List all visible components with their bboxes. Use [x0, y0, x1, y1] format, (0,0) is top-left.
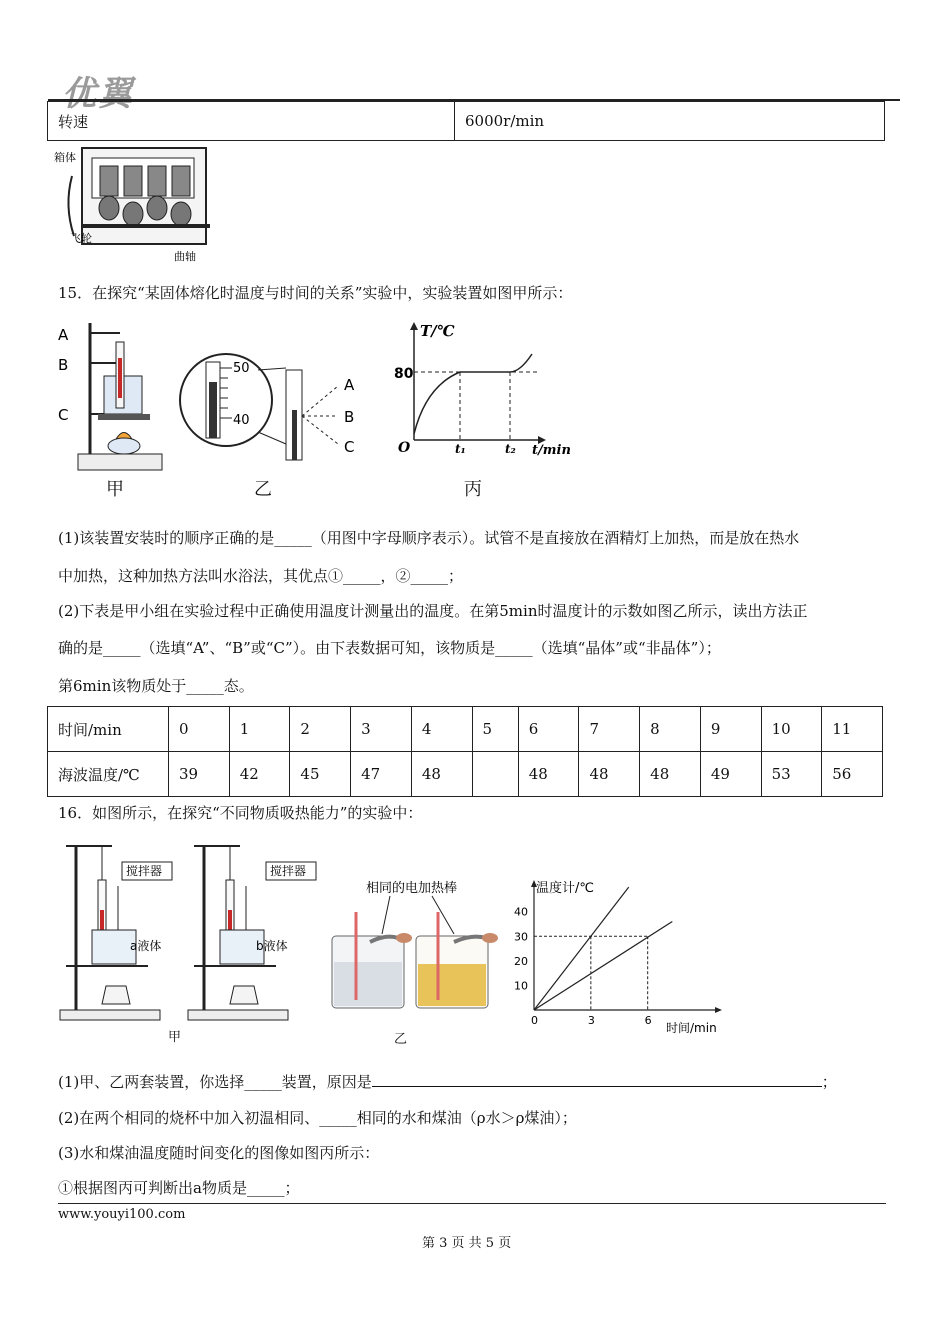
x-tick-label: 0	[531, 1014, 538, 1027]
q16-p1-prefix: (1)甲、乙两套装置，你选择_____装置，原因是	[58, 1073, 372, 1091]
cell: 42	[229, 752, 290, 797]
spec-label: 转速	[48, 102, 455, 141]
q15-p2b: 确的是_____（选填“A”、“B”或“C”）。由下表数据可知，该物质是_____（选填“晶体”或“非晶体”）；	[58, 639, 721, 657]
cell: 5	[472, 707, 518, 752]
liquid-a-label: a液体	[130, 939, 162, 953]
q16-p1-suffix: ；	[821, 1073, 837, 1091]
stirrer-label-2: 搅拌器	[270, 864, 307, 878]
curve-ylabel: T/℃	[420, 322, 455, 340]
x-tick-label: 3	[587, 1014, 595, 1027]
y-axis-label: 温度计/℃	[536, 881, 594, 896]
answer-blank	[372, 1072, 822, 1087]
cell: 48	[411, 752, 472, 797]
q15-caption-yi: 乙	[254, 479, 272, 500]
series-line-shallow	[534, 922, 672, 1011]
cell: 0	[169, 707, 230, 752]
stand-b	[188, 846, 316, 1020]
cell: 6	[518, 707, 579, 752]
curve-y80: 80	[394, 366, 414, 382]
q15-data-table	[47, 706, 883, 797]
heater-label: 相同的电加热棒	[366, 881, 458, 896]
tick-40: 40	[233, 413, 250, 428]
table-row	[48, 707, 883, 752]
spec-table	[47, 101, 885, 141]
cell: 48	[579, 752, 640, 797]
label-A: A	[58, 326, 69, 344]
logo: 优翼	[62, 74, 134, 114]
cell: 3	[351, 707, 412, 752]
reading-C: C	[344, 438, 355, 456]
row1-label: 时间/min	[48, 707, 169, 752]
cell: 2	[290, 707, 351, 752]
q16-p3: (3)水和煤油温度随时间变化的图像如图丙所示：	[58, 1144, 380, 1162]
cell: 53	[761, 752, 822, 797]
q15-fig-thermometer	[178, 340, 368, 470]
cell: 11	[822, 707, 883, 752]
label-box: 箱体	[54, 151, 76, 164]
tick-50: 50	[233, 361, 250, 376]
cell: 9	[700, 707, 761, 752]
curve-t2: t₂	[505, 442, 516, 456]
q16-p1	[58, 1072, 837, 1092]
curve-origin: O	[398, 440, 411, 456]
q16-caption-yi: 乙	[394, 1032, 408, 1047]
q15-intro: 15．在探究“某固体熔化时温度与时间的关系”实验中，实验装置如图甲所示：	[58, 284, 573, 302]
curve-xlabel: t/min	[532, 443, 571, 458]
q15-p2a: (2)下表是甲小组在实验过程中正确使用温度计测量出的温度。在第5min时温度计的示数如图乙所示，读出方法正	[58, 602, 808, 620]
x-axis-label: 时间/min	[666, 1021, 717, 1035]
q15-p1a: (1)该装置安装时的顺序正确的是_____（用图中字母顺序表示）。试管不是直接放在酒精灯上加热，而是放在热水	[58, 529, 800, 547]
q15-p2c: 第6min该物质处于_____态。	[58, 677, 254, 695]
y-tick-label: 20	[514, 954, 528, 968]
cell: 48	[640, 752, 701, 797]
q15-caption-jia: 甲	[106, 479, 124, 500]
q15-fig-melting-curve	[392, 316, 582, 464]
footer-rule	[58, 1203, 886, 1204]
label-C: C	[58, 406, 69, 424]
label-crankshaft: 曲轴	[174, 250, 196, 263]
x-tick-label: 6	[644, 1014, 652, 1027]
stirrer-label-1: 搅拌器	[126, 864, 163, 878]
series-line-steep	[534, 887, 629, 1010]
footer-url: www.youyi100.com	[58, 1207, 186, 1222]
cell: 39	[169, 752, 230, 797]
q15-fig-apparatus	[52, 318, 167, 478]
reading-B: B	[344, 408, 355, 426]
cell: 8	[640, 707, 701, 752]
q16-caption-jia: 甲	[168, 1030, 182, 1045]
cell: 10	[761, 707, 822, 752]
footer-page: 第 3 页 共 5 页	[422, 1236, 512, 1251]
cell: 4	[411, 707, 472, 752]
curve-t1: t₁	[455, 442, 466, 456]
cell: 49	[700, 752, 761, 797]
x-axis-arrow	[715, 1007, 722, 1013]
cell: 1	[229, 707, 290, 752]
cell: 56	[822, 752, 883, 797]
q16-fig-stands	[52, 840, 322, 1040]
row2-label: 海波温度/℃	[48, 752, 169, 797]
y-tick-label: 10	[514, 979, 528, 993]
y-tick-label: 30	[514, 930, 528, 944]
q16-intro: 16．如图所示，在探究“不同物质吸热能力”的实验中：	[58, 804, 423, 822]
engine-figure	[52, 146, 212, 264]
cell: 48	[518, 752, 579, 797]
stand-a	[60, 846, 172, 1020]
q15-caption-bing: 丙	[464, 479, 482, 500]
q16-fig-beakers	[326, 872, 506, 1014]
cell: 7	[579, 707, 640, 752]
label-flywheel: 飞轮	[70, 232, 92, 245]
cell	[472, 752, 518, 797]
label-B: B	[58, 356, 69, 374]
y-tick-label: 40	[514, 905, 528, 919]
cell: 47	[351, 752, 412, 797]
q16-p2: (2)在两个相同的烧杯中加入初温相同、_____相同的水和煤油（ρ水＞ρ煤油）；	[58, 1109, 577, 1127]
q15-p1b: 中加热，这种加热方法叫水浴法，其优点①_____，②_____；	[58, 567, 464, 585]
reading-A: A	[344, 376, 355, 394]
cell: 45	[290, 752, 351, 797]
q16-p4: ①根据图丙可判断出a物质是_____；	[58, 1179, 300, 1197]
liquid-b-label: b液体	[256, 939, 288, 953]
spec-value: 6000r/min	[455, 102, 885, 141]
table-row	[48, 752, 883, 797]
q16-temp-chart	[508, 872, 728, 1042]
